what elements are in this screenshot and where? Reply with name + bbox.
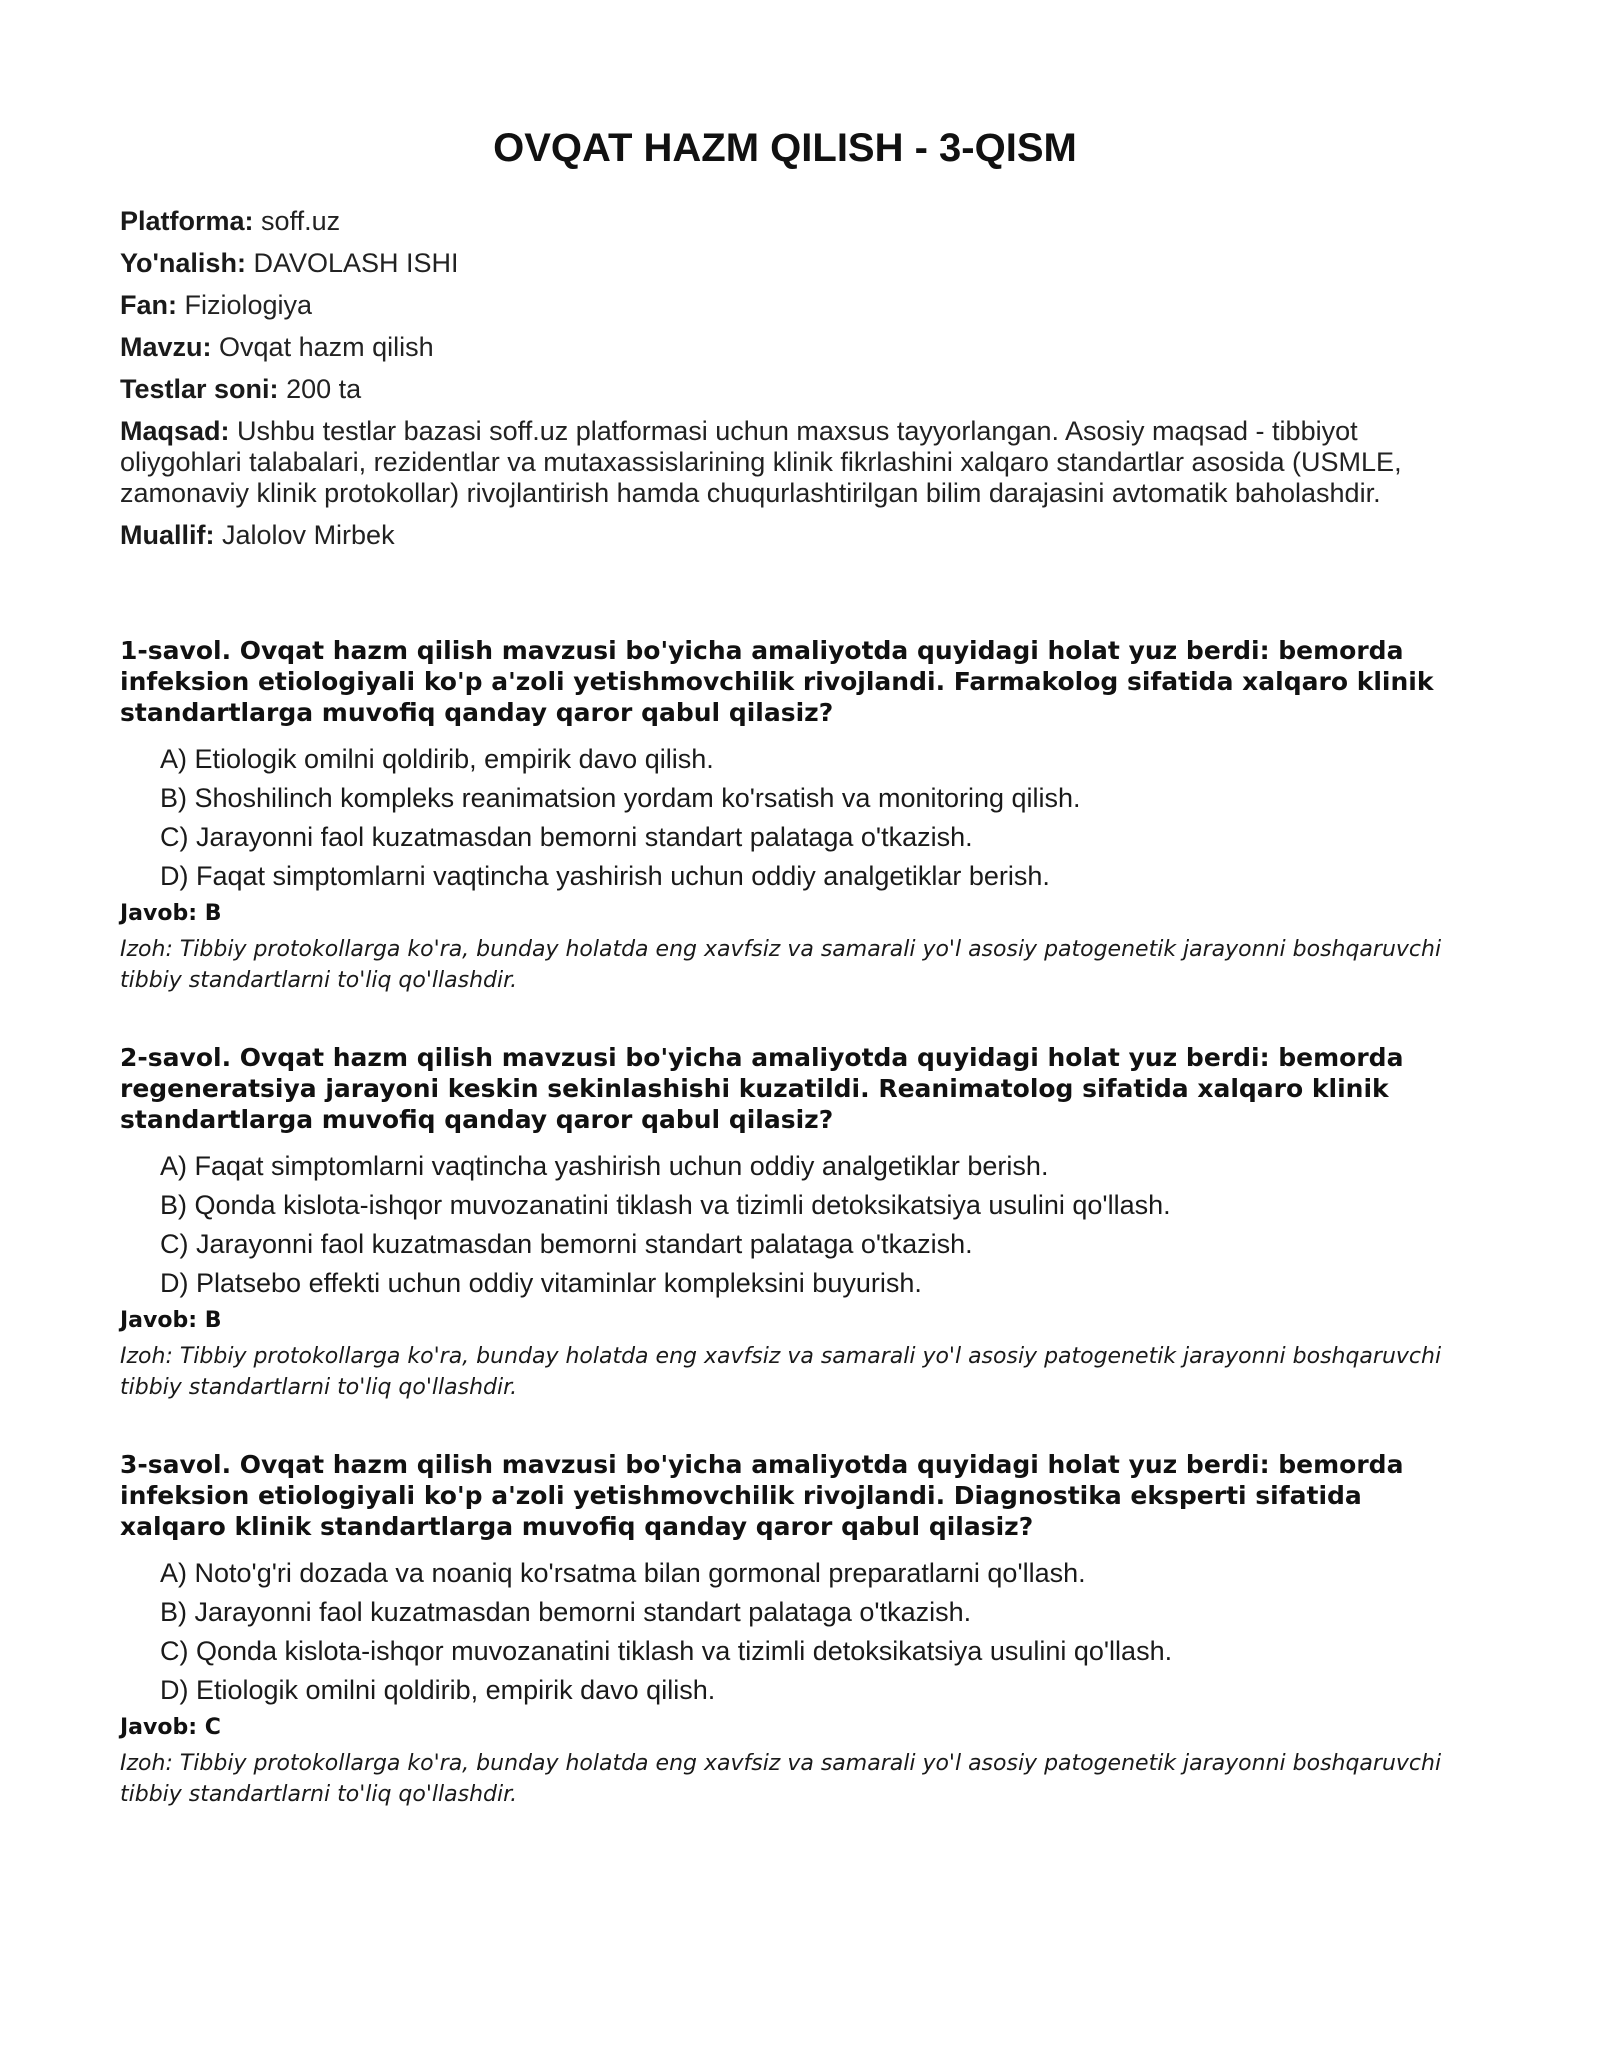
meta-topic <box>120 332 1450 363</box>
meta-label: Yo'nalish: <box>120 248 246 278</box>
question-text: 2-savol. Ovqat hazm qilish mavzusi bo'yicha amaliyotda quyidagi holat yuz berdi: bemorda regeneratsiya jarayoni keskin sekinlashishi kuzatildi. Reanimatolog sifatida xalqaro klinik standartlarga muvofiq qanday qaror qabul qilasiz? <box>120 1043 1404 1134</box>
option-a: A) Faqat simptomlarni vaqtincha yashirish uchun oddiy analgetiklar berish. <box>160 1151 1049 1181</box>
option-b: B) Qonda kislota-ishqor muvozanatini tiklash va tizimli detoksikatsiya usulini qo'llash. <box>160 1190 1171 1220</box>
document-title: OVQAT HAZM QILISH - 3-QISM <box>493 126 1077 170</box>
option-d: D) Faqat simptomlarni vaqtincha yashirish uchun oddiy analgetiklar berish. <box>160 861 1050 891</box>
option-c: C) Jarayonni faol kuzatmasdan bemorni standart palataga o'tkazish. <box>160 1229 973 1259</box>
meta-direction <box>120 248 1450 279</box>
meta-label: Muallif: <box>120 520 215 550</box>
option-c: C) Qonda kislota-ishqor muvozanatini tiklash va tizimli detoksikatsiya usulini qo'llash. <box>160 1636 1173 1666</box>
meta-purpose <box>120 416 1450 509</box>
question-item <box>120 1042 1450 1403</box>
option-d: D) Platsebo effekti uchun oddiy vitaminlar kompleksini buyurish. <box>160 1268 922 1298</box>
option-d: D) Etiologik omilni qoldirib, empirik davo qilish. <box>160 1675 716 1705</box>
meta-value: 200 ta <box>286 374 362 404</box>
meta-value: soff.uz <box>261 206 341 236</box>
option-c: C) Jarayonni faol kuzatmasdan bemorni standart palataga o'tkazish. <box>160 822 973 852</box>
metadata-section <box>120 206 1450 551</box>
option-b: B) Jarayonni faol kuzatmasdan bemorni standart palataga o'tkazish. <box>160 1597 972 1627</box>
question-item <box>120 1449 1450 1810</box>
correct-answer: Javob: B <box>120 1308 222 1333</box>
correct-answer: Javob: C <box>120 1715 221 1740</box>
meta-test-count <box>120 374 1450 405</box>
meta-value: DAVOLASH ISHI <box>253 248 459 278</box>
meta-label: Testlar soni: <box>120 374 279 404</box>
option-a: A) Etiologik omilni qoldirib, empirik davo qilish. <box>160 744 714 774</box>
document-page <box>120 118 1450 1856</box>
meta-label: Platforma: <box>120 206 254 236</box>
meta-label: Fan: <box>120 290 177 320</box>
option-b: B) Shoshilinch kompleks reanimatsion yordam ko'rsatish va monitoring qilish. <box>160 783 1081 813</box>
question-text: 1-savol. Ovqat hazm qilish mavzusi bo'yicha amaliyotda quyidagi holat yuz berdi: bemorda infeksion etiologiyali ko'p a'zoli yetishmovchilik rivojlandi. Farmakolog sifatida xalqaro klinik standartlarga muvofiq qanday qaror qabul qilasiz? <box>120 636 1434 727</box>
explanation-note: Izoh: Tibbiy protokollarga ko'ra, bunday holatda eng xavfsiz va samarali yo'l asosiy patogenetik jarayonni boshqaruvchi tibbiy standartlarni to'liq qo'llashdir. <box>120 937 1442 993</box>
correct-answer: Javob: B <box>120 901 222 926</box>
question-text: 3-savol. Ovqat hazm qilish mavzusi bo'yicha amaliyotda quyidagi holat yuz berdi: bemorda infeksion etiologiyali ko'p a'zoli yetishmovchilik rivojlandi. Diagnostika eksperti sifatida xalqaro klinik standartlarga muvofiq qanday qaror qabul qilasiz? <box>120 1450 1404 1541</box>
questions-list <box>120 635 1450 1810</box>
question-item <box>120 635 1450 996</box>
meta-subject <box>120 290 1450 321</box>
meta-label: Maqsad: <box>120 416 230 446</box>
answer-options <box>160 744 1450 892</box>
option-a: A) Noto'g'ri dozada va noaniq ko'rsatma bilan gormonal preparatlarni qo'llash. <box>160 1558 1086 1588</box>
meta-value: Jalolov Mirbek <box>222 520 395 550</box>
answer-options <box>160 1151 1450 1299</box>
explanation-note: Izoh: Tibbiy protokollarga ko'ra, bunday holatda eng xavfsiz va samarali yo'l asosiy patogenetik jarayonni boshqaruvchi tibbiy standartlarni to'liq qo'llashdir. <box>120 1344 1442 1400</box>
meta-label: Mavzu: <box>120 332 212 362</box>
explanation-note: Izoh: Tibbiy protokollarga ko'ra, bunday holatda eng xavfsiz va samarali yo'l asosiy patogenetik jarayonni boshqaruvchi tibbiy standartlarni to'liq qo'llashdir. <box>120 1751 1442 1807</box>
meta-value: Ovqat hazm qilish <box>219 332 434 362</box>
meta-value: Fiziologiya <box>184 290 313 320</box>
meta-value: Ushbu testlar bazasi soff.uz platformasi uchun maxsus tayyorlangan. Asosiy maqsad - tibbiyot oliygohlari talabalari, rezidentlar va mutaxassislarining klinik fikrlashini xalqaro standartlar asosida (USMLE, zamonaviy klinik protokollar) rivojlantirish hamda chuqurlashtirilgan bilim darajasini avtomatik baholashdir. <box>120 416 1402 508</box>
meta-author <box>120 520 1450 551</box>
meta-platform <box>120 206 1450 237</box>
answer-options <box>160 1558 1450 1706</box>
